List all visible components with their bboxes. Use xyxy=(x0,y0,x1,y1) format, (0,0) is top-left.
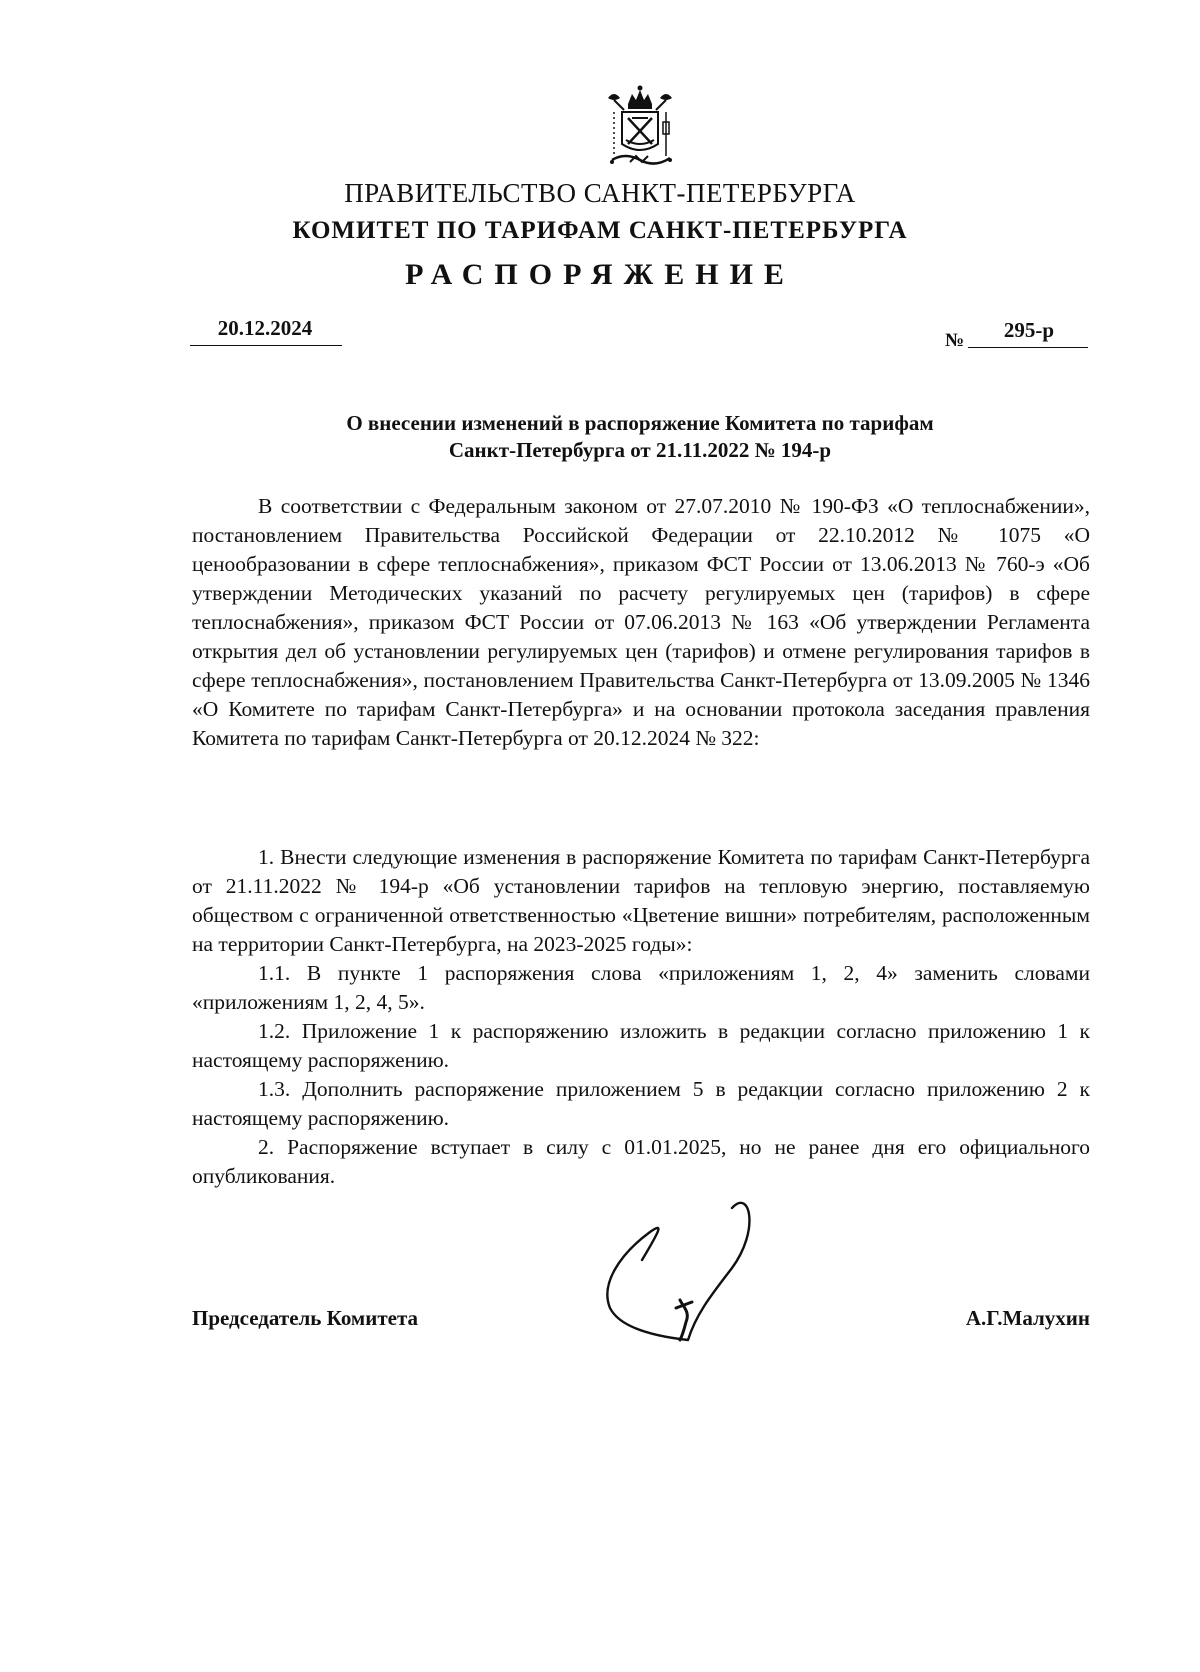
number-underline xyxy=(968,347,1088,348)
document-number: 295-р xyxy=(1003,318,1055,342)
subject-line: О внесении изменений в распоряжение Комитета по тарифам xyxy=(346,411,934,435)
government-name: ПРАВИТЕЛЬСТВО САНКТ-ПЕТЕРБУРГА xyxy=(344,178,856,208)
coat-of-arms-icon xyxy=(590,82,690,182)
document-date: 20.12.2024 xyxy=(217,316,313,340)
signer-title: Председатель Комитета xyxy=(192,1306,419,1330)
document-subject xyxy=(190,410,1090,464)
preamble xyxy=(192,492,1090,753)
order-item: 1.1. В пункте 1 распоряжения слова «приложениям 1, 2, 4» заменить словами «приложениям 1, 2, 4, 5». xyxy=(192,961,1090,1014)
committee-name: КОМИТЕТ ПО ТАРИФАМ САНКТ-ПЕТЕРБУРГА xyxy=(292,217,908,244)
signer-name: А.Г.Малухин xyxy=(965,1306,1090,1330)
order-item: 1.2. Приложение 1 к распоряжению изложить в редакции согласно приложению 1 к настоящему распоряжению. xyxy=(192,1019,1090,1072)
order-items xyxy=(192,843,1090,1191)
document-type: РАСПОРЯЖЕНИЕ xyxy=(405,258,795,291)
order-item: 2. Распоряжение вступает в силу с 01.01.2025, но не ранее дня его официального опубликования. xyxy=(192,1135,1090,1188)
handwritten-signature xyxy=(600,1190,800,1360)
order-item: 1.3. Дополнить распоряжение приложением 5 в редакции согласно приложению 2 к настоящему распоряжению. xyxy=(192,1077,1090,1130)
preamble-paragraph: В соответствии с Федеральным законом от 27.07.2010 № 190-ФЗ «О теплоснабжении», постановлением Правительства Российской Федерации от 22.10.2012 № 1075 «О ценообразовании в сфере теплоснабжения», приказом ФСТ России от 13.06.2013 № 760-э «Об утверждении Методических указаний по расчету регулируемых цен (тарифов) в сфере теплоснабжения», приказом ФСТ России от 07.06.2013 № 163 «Об утверждении Регламента открытия дел об установлении регулируемых цен (тарифов) и отмене регулирования тарифов в сфере теплоснабжения», постановлением Правительства Санкт-Петербурга от 13.09.2005 № 1346 «О Комитете по тарифам Санкт-Петербурга» и на основании протокола заседания правления Комитета по тарифам Санкт-Петербурга от 20.12.2024 № 322: xyxy=(192,494,1090,750)
date-underline xyxy=(190,345,342,346)
subject-line: Санкт-Петербурга от 21.11.2022 № 194-р xyxy=(448,438,832,462)
order-item: 1. Внести следующие изменения в распоряжение Комитета по тарифам Санкт-Петербурга от 21.11.2022 № 194-р «Об установлении тарифов на тепловую энергию, поставляемую обществом с ограниченной ответственностью «Цветение вишни» потребителям, расположенным на территории Санкт-Петербурга, на 2023-2025 годы»: xyxy=(192,845,1090,956)
number-label: № xyxy=(945,330,965,351)
